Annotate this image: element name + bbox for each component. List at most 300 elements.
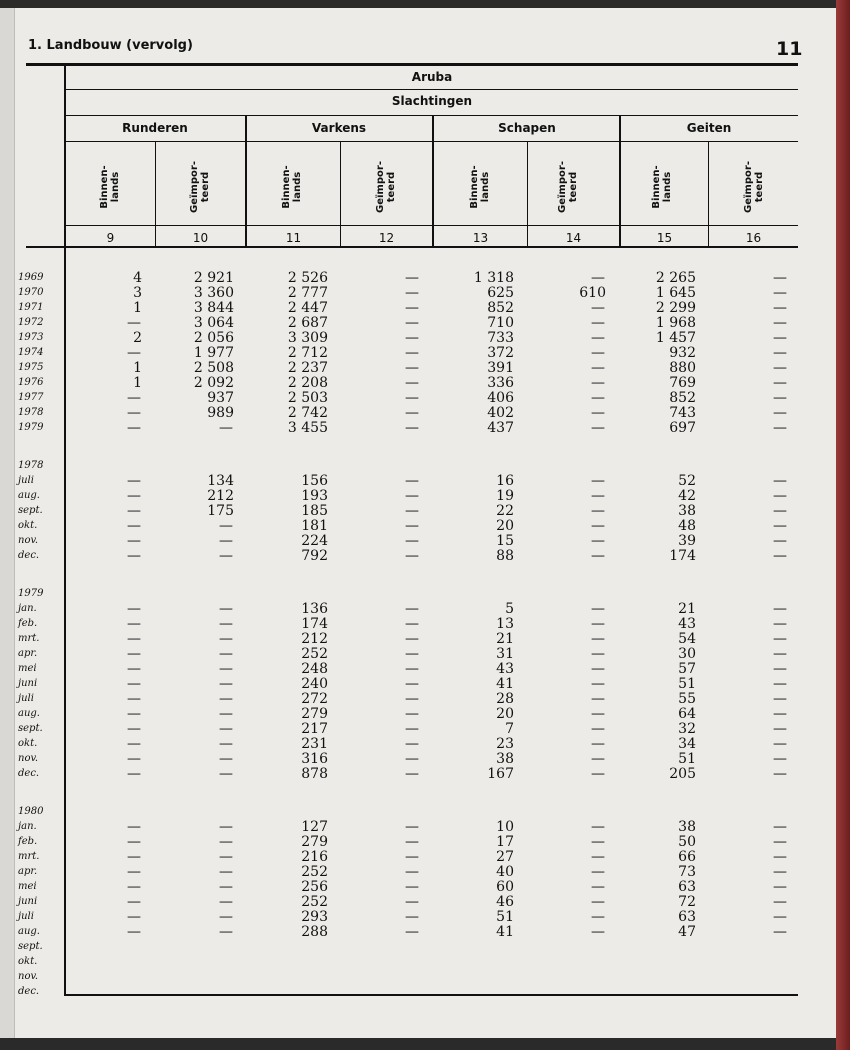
table-cell: 937 <box>207 390 234 406</box>
table-cell: — <box>591 601 605 617</box>
row-label: jan. <box>18 603 37 614</box>
table-cell: — <box>127 766 141 782</box>
table-cell: — <box>405 691 419 707</box>
table-cell: — <box>127 315 141 331</box>
table-cell: 733 <box>487 330 514 346</box>
table-cell: — <box>219 548 233 564</box>
table-cell: 30 <box>678 646 696 662</box>
table-cell: — <box>405 646 419 662</box>
row-label: jan. <box>18 821 37 832</box>
header-bottom-rule <box>26 246 798 248</box>
table-cell: 7 <box>505 721 514 737</box>
subheader-binnenlands: Binnen- lands <box>651 165 673 209</box>
table-cell: 38 <box>496 751 514 767</box>
column-number: 9 <box>106 231 115 245</box>
table-cell: 10 <box>496 819 514 835</box>
table-cell: — <box>773 864 787 880</box>
bottom-rule <box>66 994 798 996</box>
table-cell: — <box>773 766 787 782</box>
table-cell: — <box>405 300 419 316</box>
row-label: aug. <box>18 926 40 937</box>
subheader-binnenlands: Binnen- lands <box>469 165 491 209</box>
subheader-geimporteerd: Geïmpor- teerd <box>375 161 397 213</box>
subheader-geimporteerd: Geïmpor- teerd <box>743 161 765 213</box>
table-cell: 43 <box>496 661 514 677</box>
table-cell: 20 <box>496 706 514 722</box>
table-cell: 3 <box>133 285 142 301</box>
table-cell: 88 <box>496 548 514 564</box>
table-cell: — <box>405 533 419 549</box>
table-cell: — <box>591 879 605 895</box>
row-label: 1971 <box>18 302 44 313</box>
table-cell: 3 309 <box>287 330 328 346</box>
row-label: mei <box>18 881 37 892</box>
table-cell: — <box>405 285 419 301</box>
table-cell: — <box>219 676 233 692</box>
table-cell: 272 <box>301 691 328 707</box>
table-cell: — <box>591 473 605 489</box>
table-cell: 51 <box>678 676 696 692</box>
table-cell: — <box>405 751 419 767</box>
table-cell: — <box>405 736 419 752</box>
table-cell: — <box>219 819 233 835</box>
table-cell: — <box>219 849 233 865</box>
table-cell: — <box>773 849 787 865</box>
table-cell: — <box>405 390 419 406</box>
table-cell: — <box>773 631 787 647</box>
row-label: juni <box>18 678 38 689</box>
row-label: sept. <box>18 505 43 516</box>
table-cell: — <box>405 330 419 346</box>
table-cell: — <box>405 420 419 436</box>
table-cell: 288 <box>301 924 328 940</box>
table-cell: — <box>591 503 605 519</box>
row-label: nov. <box>18 753 39 764</box>
table-cell: — <box>591 766 605 782</box>
table-cell: 252 <box>301 864 328 880</box>
table-cell: — <box>773 879 787 895</box>
table-cell: 252 <box>301 646 328 662</box>
table-cell: 31 <box>496 646 514 662</box>
table-cell: 28 <box>496 691 514 707</box>
subheader-geimporteerd: Geïmpor- teerd <box>189 161 211 213</box>
table-cell: — <box>773 345 787 361</box>
table-cell: — <box>127 631 141 647</box>
table-cell: 205 <box>669 766 696 782</box>
column-number: 14 <box>565 231 582 245</box>
table-cell: — <box>127 676 141 692</box>
table-cell: 43 <box>678 616 696 632</box>
table-cell: — <box>591 751 605 767</box>
table-cell: — <box>591 420 605 436</box>
table-cell: 1 <box>133 300 142 316</box>
table-cell: — <box>405 819 419 835</box>
row-label: juli <box>18 693 34 704</box>
table-cell: 252 <box>301 894 328 910</box>
table-cell: — <box>773 473 787 489</box>
table-cell: 136 <box>301 601 328 617</box>
column-number: 12 <box>378 231 395 245</box>
table-cell: 21 <box>496 631 514 647</box>
table-cell: 240 <box>301 676 328 692</box>
row-label: sept. <box>18 723 43 734</box>
table-cell: — <box>591 661 605 677</box>
table-cell: — <box>591 834 605 850</box>
table-cell: 743 <box>669 405 696 421</box>
table-cell: 989 <box>207 405 234 421</box>
table-cell: — <box>773 676 787 692</box>
group-heading-runderen: Runderen <box>122 121 188 135</box>
table-cell: 2 208 <box>287 375 328 391</box>
table-cell: 610 <box>579 285 606 301</box>
table-cell: 66 <box>678 849 696 865</box>
table-cell: — <box>127 503 141 519</box>
table-cell: 2 <box>133 330 142 346</box>
table-cell: 52 <box>678 473 696 489</box>
table-cell: — <box>405 270 419 286</box>
table-cell: — <box>127 646 141 662</box>
column-number: 10 <box>192 231 209 245</box>
table-cell: — <box>591 631 605 647</box>
table-cell: — <box>405 661 419 677</box>
table-cell: — <box>591 345 605 361</box>
table-cell: 279 <box>301 834 328 850</box>
group-heading-schapen: Schapen <box>498 121 556 135</box>
region-rule <box>66 89 798 90</box>
table-cell: 127 <box>301 819 328 835</box>
table-cell: 41 <box>496 676 514 692</box>
table-cell: 2 742 <box>287 405 328 421</box>
table-cell: 852 <box>669 390 696 406</box>
section-title: 1. Landbouw (vervolg) <box>28 38 193 53</box>
table-cell: 2 921 <box>193 270 234 286</box>
table-cell: 47 <box>678 924 696 940</box>
table-cell: — <box>219 909 233 925</box>
table-cell: 40 <box>496 864 514 880</box>
table-cell: 852 <box>487 300 514 316</box>
table-cell: — <box>773 721 787 737</box>
top-rule <box>26 63 798 66</box>
row-label: dec. <box>18 768 40 779</box>
table-cell: 279 <box>301 706 328 722</box>
group-divider <box>432 116 434 246</box>
table-cell: 880 <box>669 360 696 376</box>
table-cell: — <box>773 736 787 752</box>
row-label: 1973 <box>18 332 44 343</box>
table-cell: — <box>773 360 787 376</box>
row-label: apr. <box>18 648 38 659</box>
table-cell: 2 712 <box>287 345 328 361</box>
row-label: nov. <box>18 535 39 546</box>
table-cell: 1 977 <box>193 345 234 361</box>
table-cell: 1 968 <box>655 315 696 331</box>
table-cell: — <box>773 375 787 391</box>
table-cell: — <box>773 518 787 534</box>
table-cell: 64 <box>678 706 696 722</box>
table-cell: 51 <box>678 751 696 767</box>
table-cell: — <box>219 706 233 722</box>
table-cell: — <box>127 601 141 617</box>
row-label: aug. <box>18 490 40 501</box>
subtitle-heading: Slachtingen <box>391 94 473 108</box>
table-cell: — <box>591 864 605 880</box>
table-cell: — <box>591 736 605 752</box>
table-cell: — <box>127 616 141 632</box>
table-cell: — <box>591 849 605 865</box>
table-cell: — <box>405 315 419 331</box>
table-cell: 710 <box>487 315 514 331</box>
region-heading: Aruba <box>411 70 453 84</box>
table-cell: — <box>773 503 787 519</box>
table-cell: — <box>127 518 141 534</box>
table-cell: — <box>405 879 419 895</box>
row-label: sept. <box>18 941 43 952</box>
table-cell: — <box>219 894 233 910</box>
table-cell: 4 <box>133 270 142 286</box>
row-label: feb. <box>18 836 38 847</box>
table-cell: — <box>773 488 787 504</box>
row-label: juli <box>18 475 34 486</box>
row-label: 1975 <box>18 362 44 373</box>
table-cell: 20 <box>496 518 514 534</box>
table-cell: — <box>773 315 787 331</box>
table-cell: — <box>591 819 605 835</box>
row-label: aug. <box>18 708 40 719</box>
row-label: mrt. <box>18 633 40 644</box>
table-cell: — <box>127 924 141 940</box>
table-cell: 156 <box>301 473 328 489</box>
table-cell: — <box>591 616 605 632</box>
table-cell: — <box>405 924 419 940</box>
table-cell: — <box>773 270 787 286</box>
table-cell: — <box>591 518 605 534</box>
table-cell: — <box>591 270 605 286</box>
table-cell: — <box>405 601 419 617</box>
table-cell: — <box>405 473 419 489</box>
row-label: okt. <box>18 520 38 531</box>
table-cell: — <box>219 518 233 534</box>
table-cell: — <box>591 300 605 316</box>
table-cell: — <box>219 661 233 677</box>
table-cell: — <box>127 751 141 767</box>
table-cell: — <box>219 691 233 707</box>
table-cell: — <box>219 924 233 940</box>
table-cell: 437 <box>487 420 514 436</box>
table-cell: — <box>127 736 141 752</box>
table-cell: — <box>127 390 141 406</box>
table-cell: — <box>773 661 787 677</box>
table-cell: — <box>405 721 419 737</box>
table-cell: — <box>773 834 787 850</box>
table-cell: 2 777 <box>287 285 328 301</box>
column-number: 16 <box>745 231 762 245</box>
table-cell: — <box>127 721 141 737</box>
table-cell: 41 <box>496 924 514 940</box>
table-cell: 17 <box>496 834 514 850</box>
table-cell: — <box>591 691 605 707</box>
table-cell: — <box>127 894 141 910</box>
table-cell: 212 <box>207 488 234 504</box>
table-cell: — <box>219 533 233 549</box>
row-label: feb. <box>18 618 38 629</box>
row-label: 1978 <box>18 460 44 471</box>
table-cell: — <box>127 473 141 489</box>
table-cell: 38 <box>678 503 696 519</box>
table-cell: — <box>127 834 141 850</box>
table-cell: — <box>405 548 419 564</box>
table-cell: — <box>405 345 419 361</box>
table-cell: 2 265 <box>655 270 696 286</box>
table-cell: — <box>127 488 141 504</box>
table-cell: 932 <box>669 345 696 361</box>
table-cell: — <box>405 894 419 910</box>
table-cell: 46 <box>496 894 514 910</box>
table-cell: — <box>591 646 605 662</box>
table-cell: 316 <box>301 751 328 767</box>
row-label: okt. <box>18 738 38 749</box>
table-cell: 175 <box>207 503 234 519</box>
table-cell: — <box>219 766 233 782</box>
table-cell: 3 455 <box>287 420 328 436</box>
table-cell: — <box>773 601 787 617</box>
column-number: 15 <box>656 231 673 245</box>
table-cell: 13 <box>496 616 514 632</box>
table-cell: — <box>405 631 419 647</box>
table-cell: 16 <box>496 473 514 489</box>
book-edge <box>836 0 850 1050</box>
table-cell: 42 <box>678 488 696 504</box>
table-cell: 1 318 <box>473 270 514 286</box>
table-cell: — <box>219 721 233 737</box>
table-cell: 2 526 <box>287 270 328 286</box>
subheader-binnenlands: Binnen- lands <box>99 165 121 209</box>
table-cell: 224 <box>301 533 328 549</box>
table-cell: — <box>405 616 419 632</box>
table-cell: — <box>591 894 605 910</box>
table-cell: — <box>773 751 787 767</box>
table-cell: 372 <box>487 345 514 361</box>
table-cell: — <box>127 548 141 564</box>
table-cell: — <box>773 924 787 940</box>
table-cell: 216 <box>301 849 328 865</box>
table-cell: 1 <box>133 375 142 391</box>
table-cell: 19 <box>496 488 514 504</box>
table-cell: 697 <box>669 420 696 436</box>
table-cell: 27 <box>496 849 514 865</box>
table-cell: — <box>591 390 605 406</box>
document-page <box>0 8 836 1038</box>
table-cell: — <box>219 420 233 436</box>
table-cell: — <box>405 488 419 504</box>
table-cell: — <box>773 285 787 301</box>
table-cell: — <box>219 834 233 850</box>
table-cell: 217 <box>301 721 328 737</box>
table-cell: 55 <box>678 691 696 707</box>
table-cell: 38 <box>678 819 696 835</box>
table-cell: 256 <box>301 879 328 895</box>
table-cell: 34 <box>678 736 696 752</box>
table-cell: 3 360 <box>193 285 234 301</box>
group-heading-geiten: Geiten <box>686 121 732 135</box>
row-label: mrt. <box>18 851 40 862</box>
table-cell: 54 <box>678 631 696 647</box>
row-label: mei <box>18 663 37 674</box>
subheader-rule <box>66 225 798 226</box>
table-cell: — <box>591 721 605 737</box>
table-cell: 878 <box>301 766 328 782</box>
table-cell: 3 844 <box>193 300 234 316</box>
table-cell: 248 <box>301 661 328 677</box>
row-label: juli <box>18 911 34 922</box>
table-cell: — <box>127 819 141 835</box>
row-label: dec. <box>18 986 40 997</box>
table-cell: — <box>127 864 141 880</box>
table-cell: — <box>405 706 419 722</box>
table-cell: 23 <box>496 736 514 752</box>
table-cell: — <box>127 706 141 722</box>
table-cell: 5 <box>505 601 514 617</box>
group-divider <box>619 116 621 246</box>
row-label: 1979 <box>18 422 44 433</box>
table-cell: 2 503 <box>287 390 328 406</box>
table-cell: — <box>127 345 141 361</box>
row-label: 1980 <box>18 806 44 817</box>
table-cell: 21 <box>678 601 696 617</box>
row-label: 1976 <box>18 377 44 388</box>
row-label: 1977 <box>18 392 44 403</box>
table-cell: 50 <box>678 834 696 850</box>
table-cell: — <box>127 405 141 421</box>
table-cell: — <box>591 706 605 722</box>
row-label: 1970 <box>18 287 44 298</box>
table-cell: — <box>773 894 787 910</box>
table-cell: 72 <box>678 894 696 910</box>
table-cell: — <box>219 751 233 767</box>
table-cell: — <box>127 849 141 865</box>
table-cell: 1 645 <box>655 285 696 301</box>
row-label: juni <box>18 896 38 907</box>
column-number: 11 <box>285 231 302 245</box>
table-cell: 15 <box>496 533 514 549</box>
table-cell: 134 <box>207 473 234 489</box>
table-cell: 22 <box>496 503 514 519</box>
row-label: 1979 <box>18 588 44 599</box>
table-cell: 2 299 <box>655 300 696 316</box>
table-cell: — <box>219 616 233 632</box>
table-cell: — <box>591 676 605 692</box>
table-cell: 181 <box>301 518 328 534</box>
table-cell: 402 <box>487 405 514 421</box>
table-cell: — <box>405 503 419 519</box>
table-cell: — <box>773 616 787 632</box>
table-cell: — <box>591 548 605 564</box>
table-cell: 57 <box>678 661 696 677</box>
table-cell: 2 056 <box>193 330 234 346</box>
table-cell: — <box>219 879 233 895</box>
table-cell: 769 <box>669 375 696 391</box>
table-cell: — <box>127 909 141 925</box>
table-cell: 336 <box>487 375 514 391</box>
row-label: dec. <box>18 550 40 561</box>
table-cell: 2 687 <box>287 315 328 331</box>
row-label: apr. <box>18 866 38 877</box>
table-cell: — <box>405 405 419 421</box>
table-cell: — <box>591 330 605 346</box>
table-cell: — <box>773 300 787 316</box>
row-label: 1972 <box>18 317 44 328</box>
table-cell: — <box>405 864 419 880</box>
table-cell: — <box>405 518 419 534</box>
